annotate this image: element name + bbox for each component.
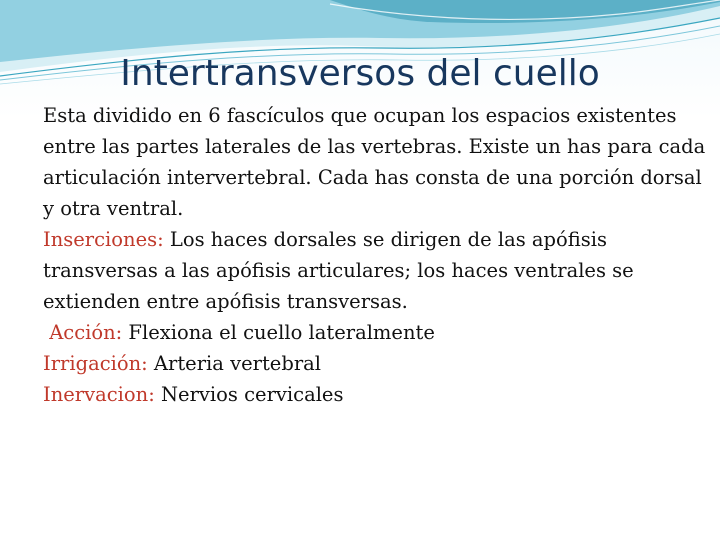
inserciones-text: Los haces dorsales se dirigen de las apófisis transversas a las apófisis articulares; los haces ventrales se extienden entre apófisis transversas. xyxy=(43,228,634,313)
accion-text: Flexiona el cuello lateralmente xyxy=(122,321,435,344)
paragraph-accion xyxy=(43,317,713,348)
irrigacion-text: Arteria vertebral xyxy=(147,352,322,375)
paragraph-inervacion xyxy=(43,379,713,410)
accion-label: Acción: xyxy=(43,321,123,344)
paragraph-irrigacion xyxy=(43,348,713,379)
paragraph-description xyxy=(43,100,713,224)
slide-title: Intertransversos del cuello xyxy=(120,53,600,94)
slide-body xyxy=(43,100,713,410)
inserciones-label: Inserciones: xyxy=(43,228,164,251)
irrigacion-label: Irrigación: xyxy=(43,352,148,375)
paragraph-inserciones xyxy=(43,224,713,317)
inervacion-text: Nervios cervicales xyxy=(154,383,344,406)
inervacion-label: Inervacion: xyxy=(43,383,155,406)
description-text: Esta dividido en 6 fascículos que ocupan los espacios existentes entre las partes laterales de las vertebras. Existe un has para cada articulación intervertebral. Cada has consta de una porción dorsal y otra ventral. xyxy=(43,104,706,220)
